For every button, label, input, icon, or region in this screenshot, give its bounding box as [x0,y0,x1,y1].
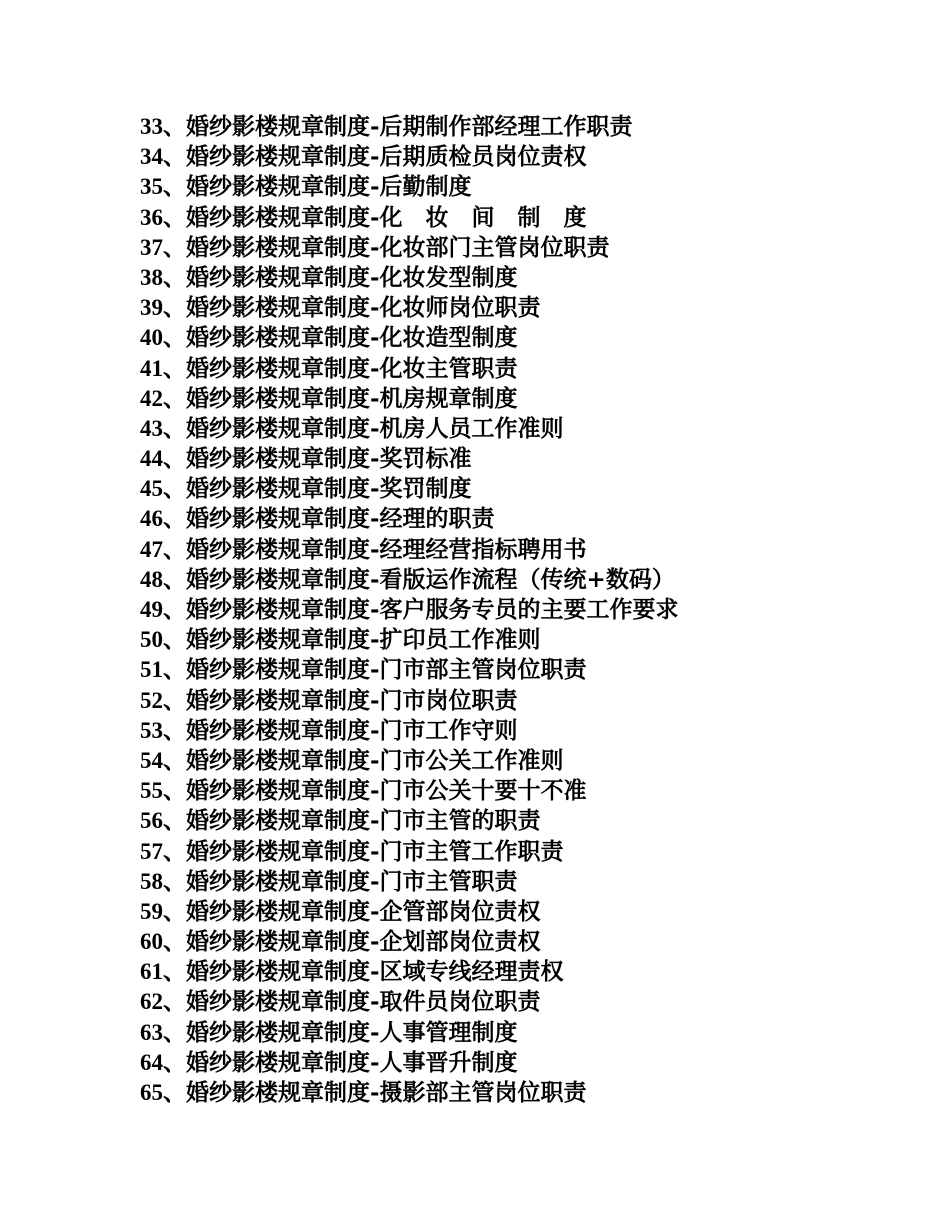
item-number: 45 [140,476,163,502]
item-number: 56 [140,808,163,834]
list-item [140,927,679,957]
item-number: 47 [140,536,163,562]
list-item [140,776,679,806]
item-title: 、婚纱影楼规章制度-机房规章制度 [163,384,518,412]
item-number: 46 [140,506,163,532]
item-title: 、婚纱影楼规章制度-人事晋升制度 [163,1048,518,1076]
item-title: 、婚纱影楼规章制度-扩印员工作准则 [163,626,541,654]
item-title: 、婚纱影楼规章制度-经理经营指标聘用书 [163,535,587,563]
list-item [140,837,679,867]
item-number: 58 [140,868,163,894]
item-number: 44 [140,446,163,472]
list-item [140,595,679,625]
item-title: 、婚纱影楼规章制度-后勤制度 [163,173,472,201]
list-item [140,806,679,836]
item-title: 、婚纱影楼规章制度-门市主管工作职责 [163,837,564,865]
item-number: 36 [140,204,163,230]
item-title: 、婚纱影楼规章制度-门市公关十要十不准 [163,777,587,805]
list-item [140,987,679,1017]
list-item [140,655,679,685]
list-item [140,1048,679,1078]
item-title: 、婚纱影楼规章制度-后期制作部经理工作职责 [163,113,633,140]
item-number: 64 [140,1049,163,1075]
item-title: 、婚纱影楼规章制度-化妆发型制度 [163,263,518,291]
item-number: 53 [140,717,163,743]
list-item [140,112,679,142]
list-item [140,203,679,233]
item-number: 49 [140,597,163,622]
list-item [140,444,679,474]
list-item [140,354,679,384]
item-number: 63 [140,1019,163,1045]
item-number: 35 [140,174,163,200]
item-number: 65 [140,1080,163,1105]
item-title: 、婚纱影楼规章制度-机房人员工作准则 [163,414,564,442]
list-item [140,565,679,595]
item-title: 、婚纱影楼规章制度-取件员岗位职责 [163,988,541,1016]
item-title: 、婚纱影楼规章制度-企划部岗位责权 [163,928,541,956]
item-title: 、婚纱影楼规章制度-奖罚标准 [163,445,472,473]
item-number: 51 [140,657,163,683]
item-title: 、婚纱影楼规章制度-奖罚制度 [163,475,472,503]
item-number: 41 [140,355,163,381]
list-item [140,1018,679,1048]
item-title: 、婚纱影楼规章制度-企管部岗位责权 [163,897,541,925]
list-item [140,686,679,716]
item-number: 54 [140,747,163,773]
item-number: 55 [140,778,163,804]
list-item [140,233,679,263]
list-item [140,504,679,534]
item-title: 、婚纱影楼规章制度-门市主管职责 [163,867,518,895]
item-number: 50 [140,627,163,653]
item-title: 、婚纱影楼规章制度-经理的职责 [163,505,495,533]
item-number: 59 [140,898,163,924]
item-number: 39 [140,295,163,321]
item-title: 、婚纱影楼规章制度-门市主管的职责 [163,807,541,835]
list-item [140,414,679,444]
item-number: 57 [140,838,163,864]
list-item [140,625,679,655]
list-item [140,172,679,202]
item-title: 、婚纱影楼规章制度-区域专线经理责权 [163,958,564,986]
toc-list [140,112,679,1108]
item-number: 48 [140,566,163,592]
list-item [140,1078,679,1108]
list-item [140,535,679,565]
item-title: 、婚纱影楼规章制度-客户服务专员的主要工作要求 [163,596,679,623]
item-title: 、婚纱影楼规章制度-化妆主管职责 [163,354,518,382]
item-number: 34 [140,144,163,170]
list-item [140,897,679,927]
list-item [140,323,679,353]
item-number: 33 [140,114,163,139]
item-number: 43 [140,415,163,441]
item-title: 、婚纱影楼规章制度-化 妆 间 制 度 [163,203,587,231]
item-title: 、婚纱影楼规章制度-化妆造型制度 [163,324,518,352]
item-number: 38 [140,264,163,290]
item-title: 、婚纱影楼规章制度-门市公关工作准则 [163,746,564,774]
item-title: 、婚纱影楼规章制度-化妆部门主管岗位职责 [163,233,610,261]
item-title: 、婚纱影楼规章制度-门市岗位职责 [163,686,518,714]
item-number: 61 [140,959,163,985]
item-number: 42 [140,385,163,411]
list-item [140,474,679,504]
list-item [140,746,679,776]
item-title: 、婚纱影楼规章制度-人事管理制度 [163,1018,518,1046]
list-item [140,716,679,746]
item-number: 37 [140,234,163,260]
item-title: 、婚纱影楼规章制度-门市部主管岗位职责 [163,656,587,684]
item-number: 60 [140,929,163,955]
item-number: 52 [140,687,163,713]
item-title: 、婚纱影楼规章制度-化妆师岗位职责 [163,294,541,322]
item-title: 、婚纱影楼规章制度-摄影部主管岗位职责 [163,1079,587,1106]
list-item [140,867,679,897]
list-item [140,142,679,172]
item-title: 、婚纱影楼规章制度-看版运作流程（传统+数码） [163,565,675,593]
item-title: 、婚纱影楼规章制度-门市工作守则 [163,716,518,744]
list-item [140,263,679,293]
item-number: 62 [140,989,163,1015]
item-number: 40 [140,325,163,351]
item-title: 、婚纱影楼规章制度-后期质检员岗位责权 [163,143,587,171]
list-item [140,384,679,414]
list-item [140,293,679,323]
list-item [140,957,679,987]
